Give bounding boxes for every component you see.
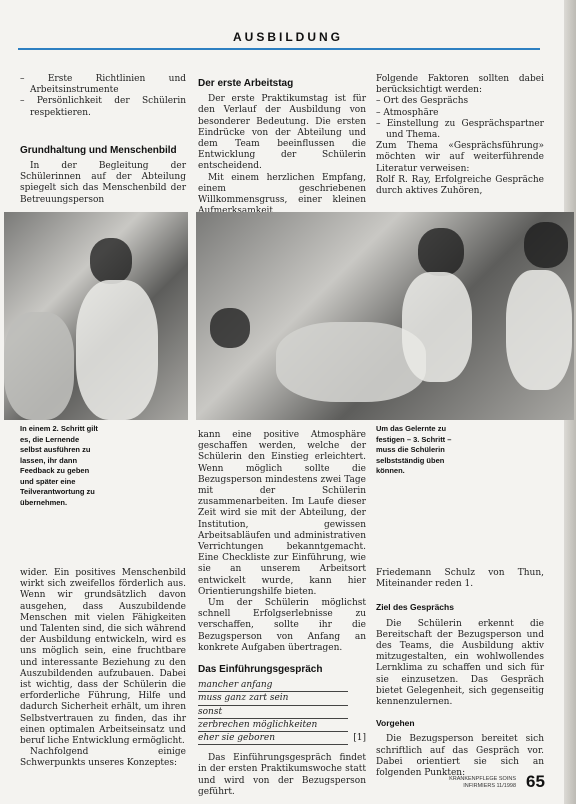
paragraph: Mit einem herzlichen Empfang, einem geschriebenen Willkommensgruss, einer kleinen (198, 172, 366, 206)
section-title: AUSBILDUNG (233, 30, 343, 44)
col2-top (198, 78, 366, 217)
journal-source (440, 776, 516, 790)
paragraph: Das Einführungsgespräch findet in der ersten Praktikumswoche statt und wird von der Bezugsperson geführt. (198, 753, 366, 797)
col1-bullet-list (20, 74, 186, 119)
paragraph: Um der Schülerin möglichst schnell Erfolgserlebnisse zu verschaffen, sollte ihr die Bezugsperson von Anfang an konkrete Aufgaben übertragen. (198, 598, 366, 653)
heading-grundhaltung: Grundhaltung und Menschenbild (20, 144, 177, 156)
list-item: – Atmosphäre (376, 108, 544, 119)
paragraph: Folgende Faktoren sollten dabei berücksichtigt werden: (376, 74, 544, 96)
caption-left: In einem 2. Schritt gilt es, die Lernende selbst ausführen zu lassen, ihr dann Feedback zu geben und später eine Teilverantwortung zu übernehmen. (20, 424, 98, 507)
paragraph: Rolf R. Ray, Erfolgreiche Gespräche durch aktives Zuhören, (376, 174, 544, 197)
photo-right (196, 212, 574, 420)
poem-line: sonst (198, 707, 348, 719)
list-item: – Erste Richtlinien und Arbeitsinstrumente (20, 74, 186, 96)
poem-line: mancher anfang (198, 680, 348, 692)
list-item: – Persönlichkeit der Schülerin respektieren. (20, 96, 186, 118)
col3-bullet-list (376, 96, 544, 141)
paragraph: Der erste Praktikumstag ist für den Verlauf der Ausbildung von besonderer Bedeutung. Die ersten Eindrücke von der Abteilung und dem Team beeinflussen die Entwicklung der Schülerin entscheidend. (198, 94, 366, 172)
heading-vorgehen: Vorgehen (376, 718, 415, 729)
col1-top (20, 74, 186, 206)
heading-erster-arbeitstag: Der erste Arbeitstag (198, 78, 294, 89)
paragraph: Zum Thema «Gesprächsführung» möchten wir auf weiterführende Literatur verweisen: (376, 141, 544, 174)
caption-right: Um das Gelernte zu festigen – 3. Schritt – muss die Schülerin selbstständig üben können. (376, 424, 452, 475)
paragraph: In der Begleitung der Schülerinnen auf der Abteilung spiegelt sich das Menschenbild der Betreuungsperson (20, 161, 186, 205)
journal-source-line: KRANKENPFLEGE SOINS (449, 776, 516, 782)
heading-einfuehrungsgespraech: Das Einführungsgespräch (198, 664, 323, 676)
header-rule (18, 48, 540, 50)
poem-line: zerbrechen möglichkeiten (198, 720, 348, 732)
paragraph: Nachfolgend einige Schwerpunkts unseres Konzeptes: (20, 747, 186, 769)
poem-line: eher sie geboren (198, 733, 348, 745)
poem-reference: [1] (353, 733, 366, 744)
list-item: – Ort des Gesprächs (376, 96, 544, 107)
paragraph: kann eine positive Atmosphäre geschaffen werden, welche der Schülerin den Einstieg erleichtert. Wenn möglich sollte die Bezugsperson mindestens zwei Tage mit der Schülerin zusammenarbeiten. Im Laufe dieser Zeit wird sie mit der Abteilung, der Institution, gewissen Arbeitsabläufen und administrativen Verrichtungen bekanntgemacht. Eine Checkliste zur Einführung, wie sie an unserem Arbeitsort entwickelt wurde, kann hier Orientierungshilfe bieten. (198, 430, 366, 597)
poem-last-line (198, 733, 366, 745)
paragraph: Friedemann Schulz von Thun, Miteinander reden 1. (376, 568, 544, 590)
photo-left (4, 212, 188, 420)
paragraph: Die Bezugsperson bereitet sich schriftlich auf das Gespräch vor. Dabei orientiert sie sich an folgenden Punkten: (376, 734, 544, 779)
col3-top (376, 74, 544, 197)
col3-bottom (376, 568, 544, 779)
poem-line: muss ganz zart sein (198, 693, 348, 705)
list-item: – Einstellung zu Gesprächspartner und Thema. (376, 119, 544, 141)
heading-ziel: Ziel des Gesprächs (376, 602, 454, 613)
poem (198, 680, 366, 745)
journal-source-line: INFIRMIERS 11/1998 (463, 783, 516, 789)
page-number: 65 (526, 772, 545, 791)
col2-mid (198, 430, 366, 798)
paragraph: Die Schülerin erkennt die Bereitschaft der Bezugsperson und des Teams, die Ausbildung aktiv mitzugestalten, ein wohlwollendes Lernklima zu schaffen und sich für sie einzusetzen. Das Gespräch bietet Gelegenheit, sich gegenseitig kennenzulernen. (376, 618, 544, 708)
col1-bottom (20, 568, 186, 770)
paragraph: wider. Ein positives Menschenbild wirkt sich zweifellos förderlich aus. Wenn wir grundsätzlich davon ausgehen, dass Auszubildende Menschen mit vielen Fähigkeiten und Talenten sind, die sich während der Ausbildung entwickeln, wird es uns möglich sein, eine fruchtbare und interessante Beziehung zu den Auszubildenden aufzubauen. Dabei ist wichtig, dass der Schülerin die erforderliche Führung, Hilfe und dadurch Sicherheit erhält, um ihren Selbstvertrauen zu finden, das ihr einen optimalen Arbeitseinsatz und beruf liche Entwicklung ermöglicht. (20, 568, 186, 747)
